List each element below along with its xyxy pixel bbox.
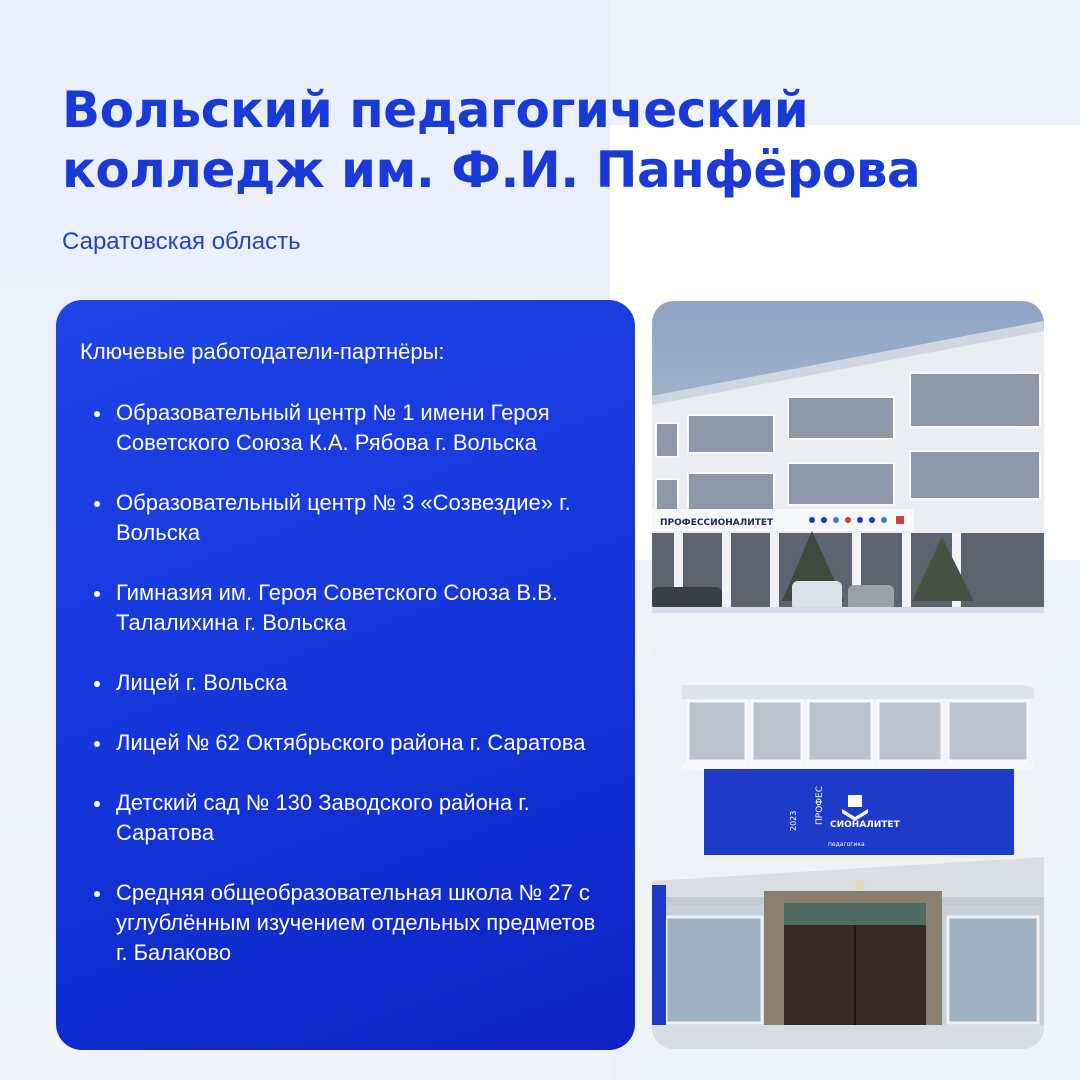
partners-heading: Ключевые работодатели-партнёры: — [80, 339, 445, 364]
title-line-2: колледж им. Ф.И. Панфёрова — [62, 141, 921, 199]
entrance-photo — [652, 685, 1044, 1049]
list-item: Гимназия им. Героя Советского Союза В.В. Талалихина г. Вольска — [80, 578, 611, 638]
banner-prefix-text: ПРОФЕС — [815, 786, 825, 825]
banner-main-text: СИОНАЛИТЕТ — [830, 820, 900, 830]
partners-list — [80, 398, 611, 968]
banner-year-text: 2023 — [789, 810, 798, 831]
list-item: Образовательный центр № 1 имени Героя Советского Союза К.А. Рябова г. Вольска — [80, 398, 611, 458]
entrance-illustration — [652, 685, 1044, 1049]
list-item: Лицей г. Вольска — [80, 668, 611, 698]
building-illustration — [652, 301, 1044, 665]
list-item: Средняя общеобразовательная школа № 27 с углублённым изучением отдельных предметов г. Балаково — [80, 878, 611, 968]
building-photo — [652, 301, 1044, 665]
page-title — [62, 80, 1042, 200]
banner-sub-text: педагогика — [828, 841, 865, 848]
title-line-1: Вольский педагогический — [62, 81, 809, 139]
list-item: Лицей № 62 Октябрьского района г. Саратова — [80, 728, 611, 758]
building-sign-text: ПРОФЕССИОНАЛИТЕТ — [660, 518, 774, 528]
partners-card — [56, 300, 635, 1050]
region-label: Саратовская область — [62, 228, 301, 255]
list-item: Образовательный центр № 3 «Созвездие» г. Вольска — [80, 488, 611, 548]
list-item: Детский сад № 130 Заводского района г. Саратова — [80, 788, 611, 848]
